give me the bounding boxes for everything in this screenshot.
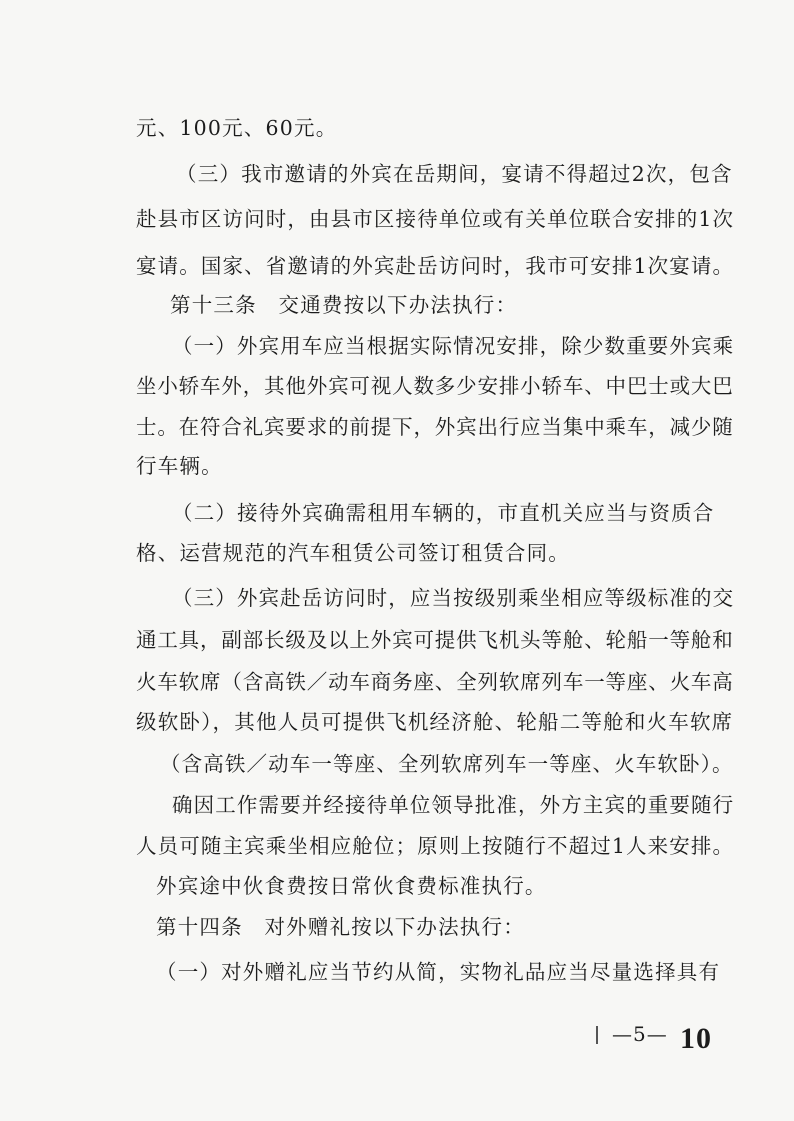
text-line: 坐小轿车外，其他外宾可视人数多少安排小轿车、中巴士或大巴 (136, 374, 734, 398)
page-number: —5— (612, 1022, 668, 1046)
text-line: （三）我市邀请的外宾在岳期间，宴请不得超过2次，包含 (176, 162, 733, 186)
text-line: 人员可随主宾乘坐相应舱位；原则上按随行不超过1人来安排。 (136, 834, 735, 858)
scan-edge-mark (596, 1026, 598, 1044)
section-heading: 第十四条 对外赠礼按以下办法执行： (156, 915, 525, 939)
text-line: （含高铁／动车一等座、全列软席列车一等座、火车软卧）。 (160, 752, 734, 776)
text-line: 通工具，副部长级及以上外宾可提供飞机头等舱、轮船一等舱和 (136, 628, 734, 652)
text-line: （一）对外赠礼应当节约从简，实物礼品应当尽量选择具有 (156, 960, 721, 984)
text-line: 外宾途中伙食费按日常伙食费标准执行。 (156, 874, 547, 898)
text-line: 士。在符合礼宾要求的前提下，外宾出行应当集中乘车，减少随 (136, 415, 734, 439)
text-line: （一）外宾用车应当根据实际情况安排，除少数重要外宾乘 (172, 334, 735, 358)
handwritten-page-number: 10 (680, 1022, 712, 1055)
text-line: （三）外宾赴岳访问时，应当按级别乘坐相应等级标准的交 (172, 586, 735, 610)
text-line: 格、运营规范的汽车租赁公司签订租赁合同。 (136, 541, 570, 565)
text-line: 火车软席（含高铁／动车商务座、全列软席列车一等座、火车高 (136, 670, 734, 694)
text-line: 行车辆。 (136, 454, 223, 478)
text-line: 元、100元、60元。 (136, 116, 338, 140)
text-line: 赴县市区访问时，由县市区接待单位或有关单位联合安排的1次 (136, 207, 735, 231)
text-line: （二）接待外宾确需租用车辆的，市直机关应当与资质合 (172, 501, 715, 525)
text-line: 级软卧），其他人员可提供飞机经济舱、轮船二等舱和火车软席 (136, 710, 734, 734)
section-heading: 第十三条 交通费按以下办法执行： (170, 293, 518, 317)
text-line: 确因工作需要并经接待单位领导批准，外方主宾的重要随行 (172, 793, 735, 817)
text-line: 宴请。国家、省邀请的外宾赴岳访问时，我市可安排1次宴请。 (136, 254, 735, 278)
